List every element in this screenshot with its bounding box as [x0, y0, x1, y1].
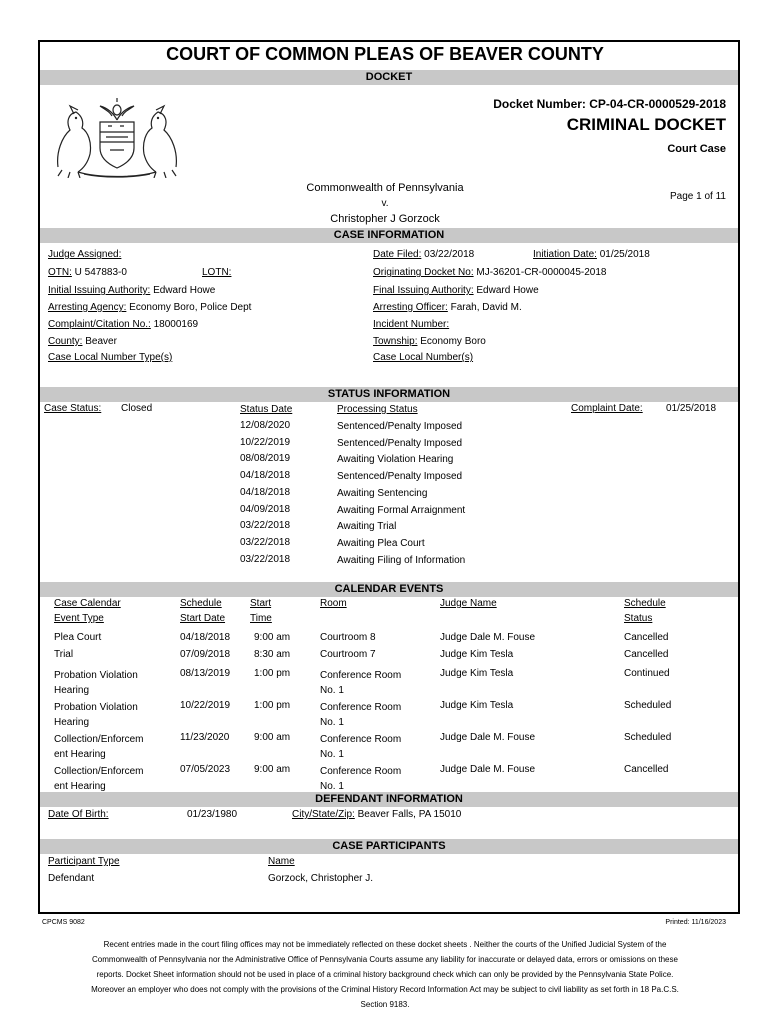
- city-value: Beaver Falls, PA 15010: [357, 809, 462, 820]
- event-type-cont: Hearing: [54, 717, 90, 728]
- schedule-status-header-1: Schedule: [624, 598, 666, 609]
- start-time: 9:00 am: [254, 764, 291, 775]
- schedule-start-date: 08/13/2019: [180, 668, 231, 679]
- otn-value: U 547883-0: [74, 267, 127, 278]
- status-date: 03/22/2018: [240, 520, 291, 532]
- arresting-agency-value: Economy Boro, Police Dept: [129, 302, 252, 313]
- participant-name: Gorzock, Christopher J.: [268, 873, 374, 884]
- schedule-start-date: 07/09/2018: [180, 649, 231, 660]
- originating-docket-row: [373, 267, 606, 278]
- defendant-information-bar: DEFENDANT INFORMATION: [40, 792, 738, 807]
- room-cont: No. 1: [320, 781, 344, 792]
- event-type: Plea Court: [54, 632, 102, 643]
- room-cont: No. 1: [320, 685, 344, 696]
- initiation-date-row: [533, 249, 650, 260]
- processing-status: Sentenced/Penalty Imposed: [337, 437, 463, 449]
- schedule-status: Scheduled: [624, 700, 672, 711]
- township-row: [373, 336, 486, 347]
- judge-assigned-label: Judge Assigned:: [48, 249, 122, 260]
- event-type-cont: ent Hearing: [54, 749, 106, 760]
- start-time: 9:00 am: [254, 732, 291, 743]
- status-information-bar: STATUS INFORMATION: [40, 387, 738, 402]
- status-date: 03/22/2018: [240, 536, 291, 548]
- schedule-start-date: 04/18/2018: [180, 632, 231, 643]
- initial-issuing-row: [48, 285, 215, 296]
- room: Conference Room: [320, 702, 402, 713]
- county-row: [48, 336, 117, 347]
- start-time: 1:00 pm: [254, 668, 291, 679]
- status-date: 04/18/2018: [240, 486, 291, 498]
- event-type-cont: ent Hearing: [54, 781, 106, 792]
- start-date-header-2: Start Date: [180, 613, 226, 624]
- docket-bar: DOCKET: [40, 70, 738, 85]
- status-date: 12/08/2020: [240, 420, 291, 431]
- originating-docket-value: MJ-36201-CR-0000045-2018: [476, 267, 607, 278]
- otn-row: [48, 267, 127, 278]
- participant-type: Defendant: [48, 873, 95, 884]
- processing-status-header: Processing Status: [337, 404, 418, 415]
- start-time: 9:00 am: [254, 632, 291, 643]
- city-row: [292, 809, 461, 820]
- case-local-numbers-label: Case Local Number(s): [373, 352, 474, 363]
- originating-docket-label: Originating Docket No:: [373, 267, 474, 278]
- judge-name: Judge Dale M. Fouse: [440, 632, 536, 643]
- start-date-header-1: Schedule: [180, 598, 222, 609]
- start-time-header-2: Time: [250, 613, 272, 624]
- processing-status: Sentenced/Penalty Imposed: [337, 421, 463, 432]
- county-label: County:: [48, 336, 83, 347]
- arresting-officer-value: Farah, David M.: [450, 302, 522, 313]
- case-status-label: Case Status:: [44, 403, 102, 414]
- processing-status: Awaiting Plea Court: [337, 537, 425, 549]
- event-type: Trial: [54, 649, 74, 660]
- incident-number-label: Incident Number:: [373, 319, 450, 330]
- township-value: Economy Boro: [420, 336, 486, 347]
- county-value: Beaver: [85, 336, 117, 347]
- judge-name: Judge Dale M. Fouse: [440, 764, 536, 775]
- final-issuing-value: Edward Howe: [476, 285, 539, 296]
- schedule-status-header-2: Status: [624, 613, 653, 624]
- processing-status: Awaiting Filing of Information: [337, 554, 466, 566]
- participant-name-header: Name: [268, 856, 295, 867]
- processing-status: Awaiting Trial: [337, 521, 397, 533]
- disclaimer: Recent entries made in the court filing offices may not be immediately reflected on these docket sheets . Neither the courts of the Unified Judicial System of the Commonwealth of Pennsylvania nor the Administrative Office of Pennsylvania Courts assume any liability for inaccurate or delayed data, errors or omissions on these reports. Docket Sheet information should not be used in place of a criminal history background check which can only be provided by the Pennsylvania State Police. Moreover an employer who does not comply with the provisions of the Criminal History Record Information Act may be subject to civil liability as set forth in 18 Pa.C.S. Section 9183.: [91, 940, 679, 1009]
- docket-number: Docket Number: CP-04-CR-0000529-2018: [493, 97, 726, 111]
- initial-issuing-value: Edward Howe: [153, 285, 216, 296]
- initiation-date-label: Initiation Date:: [533, 249, 597, 260]
- pennsylvania-seal-icon: [48, 92, 186, 178]
- dob-label: Date Of Birth:: [48, 809, 109, 820]
- event-type: Probation Violation: [54, 670, 138, 681]
- status-date: 10/22/2019: [240, 436, 291, 448]
- event-type-header-1: Case Calendar: [54, 598, 121, 609]
- page-number: Page 1 of 11: [670, 191, 726, 202]
- schedule-status: Cancelled: [624, 632, 669, 643]
- complaint-row: [48, 319, 198, 330]
- complaint-value: 18000169: [153, 319, 199, 330]
- judge-name: Judge Kim Tesla: [440, 649, 514, 660]
- case-status-row: [44, 403, 101, 414]
- caption-line1: Commonwealth of Pennsylvania: [306, 182, 464, 194]
- start-time: 1:00 pm: [254, 700, 291, 711]
- initial-issuing-label: Initial Issuing Authority:: [48, 285, 151, 296]
- judge-name: Judge Dale M. Fouse: [440, 732, 536, 743]
- status-date: 08/08/2019: [240, 453, 291, 465]
- status-date: 03/22/2018: [240, 553, 291, 565]
- start-time-header-1: Start: [250, 598, 272, 609]
- city-label: City/State/Zip:: [292, 809, 355, 820]
- complaint-date-label: Complaint Date:: [571, 403, 643, 414]
- case-information-bar: CASE INFORMATION: [40, 228, 738, 243]
- arresting-officer-row: [373, 302, 522, 313]
- room: Conference Room: [320, 766, 402, 777]
- processing-status: Awaiting Sentencing: [337, 487, 428, 499]
- event-type-cont: Hearing: [54, 685, 90, 696]
- participant-type-header: Participant Type: [48, 856, 120, 867]
- event-type: Probation Violation: [54, 702, 138, 713]
- case-participants-bar: CASE PARTICIPANTS: [40, 839, 738, 854]
- room: Conference Room: [320, 670, 402, 681]
- processing-status: Sentenced/Penalty Imposed: [337, 471, 463, 483]
- caption-line3: Christopher J Gorzock: [330, 213, 440, 225]
- event-type-header-2: Event Type: [54, 613, 104, 624]
- complaint-label: Complaint/Citation No.:: [48, 319, 151, 330]
- schedule-start-date: 07/05/2023: [180, 764, 231, 775]
- schedule-start-date: 10/22/2019: [180, 700, 231, 711]
- room-cont: No. 1: [320, 749, 344, 760]
- schedule-status: Continued: [624, 668, 670, 679]
- status-date: 04/18/2018: [240, 470, 291, 482]
- case-status-value: Closed: [121, 403, 153, 414]
- date-filed-value: 03/22/2018: [424, 249, 475, 260]
- calendar-events-bar: CALENDAR EVENTS: [40, 582, 738, 597]
- event-type: Collection/Enforcem: [54, 734, 144, 745]
- event-type: Collection/Enforcem: [54, 766, 144, 777]
- status-date: 04/09/2018: [240, 503, 291, 515]
- date-filed-label: Date Filed:: [373, 249, 422, 260]
- arresting-agency-row: [48, 302, 251, 313]
- case-local-type-label: Case Local Number Type(s): [48, 352, 173, 363]
- room: Courtroom 7: [320, 649, 376, 660]
- arresting-officer-label: Arresting Officer:: [373, 302, 448, 313]
- date-filed-row: [373, 249, 474, 260]
- room-cont: No. 1: [320, 717, 344, 728]
- criminal-docket-heading: CRIMINAL DOCKET: [566, 115, 726, 134]
- court-title: COURT OF COMMON PLEAS OF BEAVER COUNTY: [166, 44, 604, 64]
- status-date-header: Status Date: [240, 404, 293, 415]
- processing-status: Awaiting Formal Arraignment: [337, 504, 466, 516]
- schedule-status: Cancelled: [624, 649, 669, 660]
- form-id: CPCMS 9082: [42, 919, 85, 926]
- final-issuing-label: Final Issuing Authority:: [373, 285, 474, 296]
- room: Courtroom 8: [320, 632, 376, 643]
- processing-status: Awaiting Violation Hearing: [337, 454, 454, 466]
- room: Conference Room: [320, 734, 402, 745]
- arresting-agency-label: Arresting Agency:: [48, 302, 127, 313]
- lotn-label: LOTN:: [202, 267, 232, 278]
- final-issuing-row: [373, 285, 539, 296]
- court-case-label: Court Case: [667, 143, 726, 155]
- printed-date: Printed: 11/16/2023: [665, 919, 726, 926]
- schedule-status: Cancelled: [624, 764, 669, 775]
- room-header: Room: [320, 598, 347, 609]
- caption-line2: v.: [381, 198, 389, 209]
- dob-value: 01/23/1980: [187, 809, 238, 820]
- township-label: Township:: [373, 336, 418, 347]
- judge-name: Judge Kim Tesla: [440, 700, 514, 711]
- schedule-status: Scheduled: [624, 732, 672, 743]
- initiation-date-value: 01/25/2018: [599, 249, 650, 260]
- schedule-start-date: 11/23/2020: [180, 732, 230, 743]
- otn-label: OTN:: [48, 267, 72, 278]
- complaint-date-value: 01/25/2018: [666, 403, 717, 414]
- start-time: 8:30 am: [254, 649, 291, 660]
- judge-name-header: Judge Name: [440, 598, 497, 609]
- judge-name: Judge Kim Tesla: [440, 668, 514, 679]
